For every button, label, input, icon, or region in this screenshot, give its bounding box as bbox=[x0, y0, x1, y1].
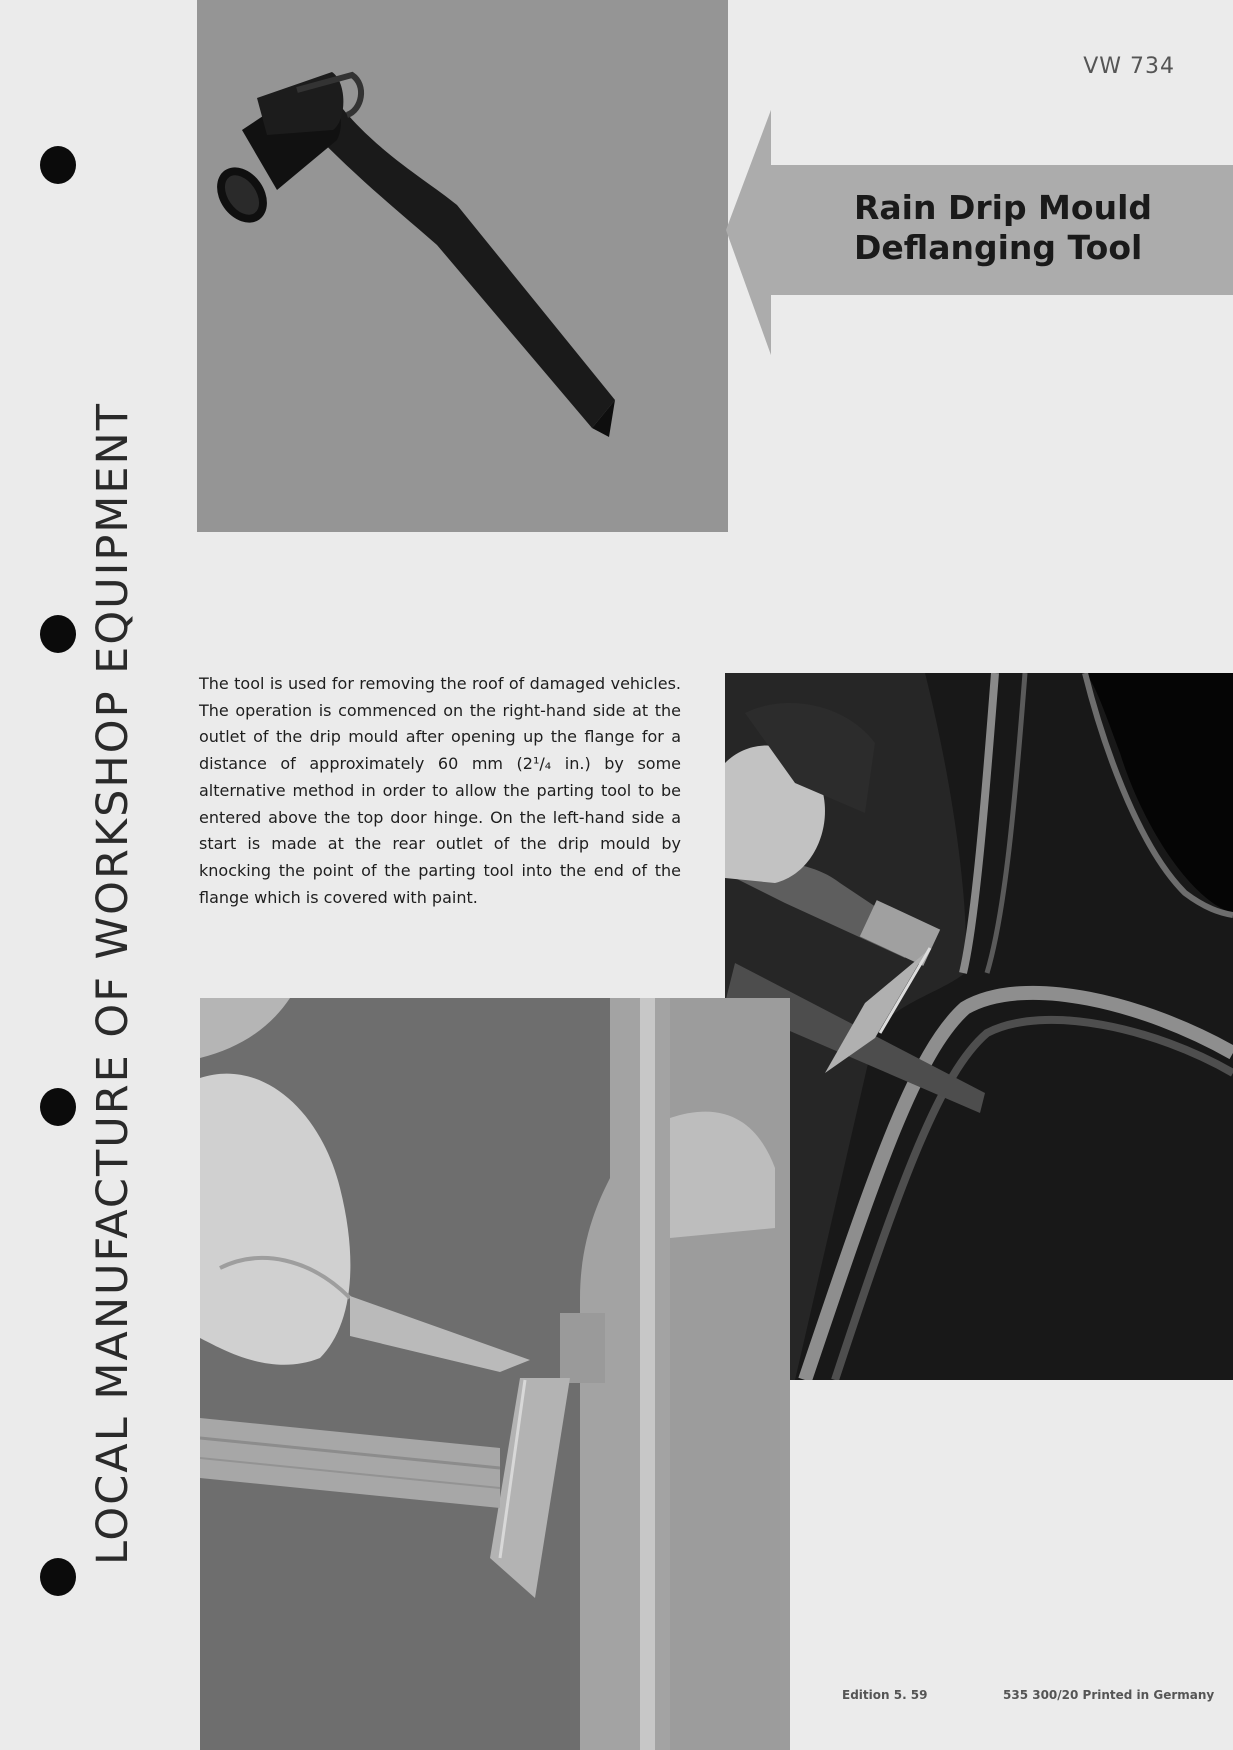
punch-hole bbox=[40, 1558, 76, 1596]
print-info: 535 300/20 Printed in Germany bbox=[1003, 1688, 1215, 1702]
door-pillar-photo bbox=[200, 998, 790, 1750]
punch-hole bbox=[40, 615, 76, 653]
punch-hole bbox=[40, 1088, 76, 1126]
roof-corner-photo bbox=[725, 673, 1233, 1380]
tool-photo bbox=[197, 0, 728, 532]
description-text: The tool is used for removing the roof of damaged vehicles. The operation is commenced on the right-hand side at the outlet of the drip mould after opening up the flange for a distance of approximately 60 mm (2¹/₄ in.) by some alternative method in order to allow the parting tool to be entered above the top door hinge. On the left-hand side a start is made at the rear outlet of the drip mould by knocking the point of the parting tool into the end of the flange which is covered with paint. bbox=[199, 674, 681, 907]
punch-hole bbox=[40, 146, 76, 184]
title-line-2: Deflanging Tool bbox=[854, 228, 1143, 267]
page-title bbox=[854, 188, 1152, 268]
document-number: VW 734 bbox=[1083, 54, 1175, 79]
edition-label: Edition 5. 59 bbox=[842, 1688, 928, 1702]
title-line-1: Rain Drip Mould bbox=[854, 188, 1152, 227]
side-title: LOCAL MANUFACTURE OF WORKSHOP EQUIPMENT bbox=[88, 402, 138, 1565]
